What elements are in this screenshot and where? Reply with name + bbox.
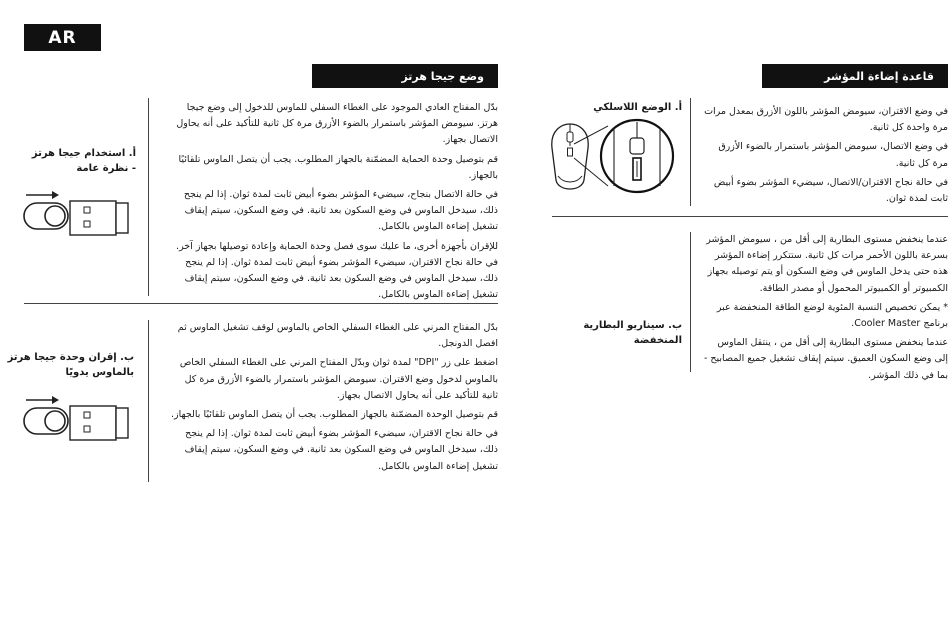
paragraph: بدّل المفتاح المرني على الغطاء السفلي الخاص بالماوس لوقف تشغيل الماوس ثم افصل الدونجل. xyxy=(177,322,498,350)
paragraph: عندما ينخفض مستوى البطارية إلى أقل من ، سيومض المؤشر بسرعة باللون الأحمر مرات كل ثانية. ستتكرر إضاءة المؤشر هذه حتى يدخل الماوس في وضع السكون أو يتم توصيله بجهاز الكمبيوتر أو الكمبيوتر المحمول أو مصدر الطاقة. xyxy=(706,234,948,294)
mouse-icon xyxy=(552,124,588,189)
toggle-switch-icon xyxy=(24,203,68,229)
wireless-mode-text xyxy=(702,104,948,210)
section-header-indicator: قاعدة إضاءة المؤشر xyxy=(762,64,948,88)
paragraph: قم بتوصيل وحدة الحماية المضمّنة بالجهاز المطلوب. يجب أن يتصل الماوس تلقائيًا بالجهاز. xyxy=(178,153,498,181)
paragraph: في وضع الاتصال، سيومض المؤشر باستمرار بالضوء الأزرق مرة كل ثانية. xyxy=(718,141,948,169)
paragraph: للإقران بأجهزة أخرى، ما عليك سوى فصل وحدة الحماية وإعادة توصيلها بجهاز آخر. في حالة نجاح الاقتران، سيضيء المؤشر بضوء أبيض ثابت لمدة ثوان. إذا لم ينجح ذلك، سيدخل الماوس في وضع السكون بعد ثانية. في وضع السكون، سيتم إيقاف تشغيل إضاءة الماوس بالكامل. xyxy=(176,240,498,301)
ghz-usage-label: أ. استخدام جيجا هرتز - نظرة عامة xyxy=(31,148,136,174)
divider-vertical xyxy=(690,232,691,372)
paragraph: اضغط على زر "DPI" لمدة ثوان وبدّل المفتاح المرني على الغطاء السفلي الخاص بالماوس لدخول وضع الاقتران. سيومض المؤشر باستمرار بالضوء الأزرق مرة كل ثانية للتأكيد على أنه يحاول الاتصال بجهاز. xyxy=(179,357,498,401)
mouse-indicator-illustration xyxy=(544,118,684,208)
divider-vertical xyxy=(148,98,149,296)
usb-dongle-icon xyxy=(70,406,128,440)
ghz-usage-text xyxy=(170,100,498,306)
divider-vertical xyxy=(690,98,691,206)
paragraph: عندما ينخفض مستوى البطارية إلى أقل من ، ينتقل الماوس إلى وضع السكون العميق. سيتم إيقاف تشغيل جميع المصابيح - بما في ذلك المؤشر. xyxy=(703,337,948,381)
ghz-pairing-text xyxy=(170,320,498,478)
divider-vertical xyxy=(148,320,149,482)
paragraph: في حالة نجاح الاقتران/الاتصال، سيضيء المؤشر بضوء أبيض ثابت لمدة ثوان. xyxy=(713,176,948,205)
arrow-right-icon xyxy=(26,191,59,199)
low-battery-text xyxy=(702,232,948,387)
toggle-switch-icon xyxy=(24,408,68,434)
paragraph: في حالة الاتصال بنجاح، سيضيء المؤشر بضوء أبيض ثابت لمدة ثوان. إذا لم ينجح ذلك، سيدخل الماوس في وضع السكون بعد ثانية. في وضع السكون، سيتم إيقاف تشغيل إضاءة الماوس بالكامل. xyxy=(183,189,498,233)
usb-dongle-icon xyxy=(70,201,128,235)
wireless-mode-label: أ. الوضع اللاسلكي xyxy=(593,102,682,113)
section-header-ghz: وضع جيجا هرتز xyxy=(312,64,498,88)
magnified-indicator-icon xyxy=(601,120,673,192)
low-battery-label: ب. سيناريو البطارية المنخفضة xyxy=(583,320,682,346)
paragraph: * يمكن تخصيص النسبة المئوية لوضع الطاقة المنخفضة عبر برنامج Cooler Master. xyxy=(716,301,948,330)
paragraph: بدّل المفتاح العادي الموجود على الغطاء السفلي للماوس للدخول إلى وضع جيجا هرتز. سيومض المؤشر باستمرار بالضوء الأزرق مرة كل ثانية للتأكيد على أنه يحاول الاتصال بجهاز. xyxy=(176,102,498,146)
arrow-right-icon xyxy=(26,396,59,404)
paragraph: في حالة نجاح الاقتران، سيضيء المؤشر بضوء أبيض ثابت لمدة ثوان. إذا لم ينجح ذلك، سيدخل الماوس في وضع السكون بعد ثانية. في وضع السكون، سيتم إيقاف تشغيل إضاءة الماوس بالكامل. xyxy=(184,428,498,472)
paragraph: قم بتوصيل الوحدة المضمّنة بالجهاز المطلوب. يجب أن يتصل الماوس تلقائيًا بالجهاز. xyxy=(171,409,498,421)
switch-dongle-illustration xyxy=(22,185,132,245)
language-badge: AR xyxy=(24,24,101,51)
ghz-pairing-label: ب. إقران وحدة جيجا هرتز بالماوس يدويًا xyxy=(7,352,134,378)
switch-dongle-illustration xyxy=(22,390,132,450)
paragraph: في وضع الاقتران، سيومض المؤشر باللون الأزرق بمعدل مرات مرة واحدة كل ثانية. xyxy=(704,106,948,134)
divider-horizontal xyxy=(552,216,948,217)
